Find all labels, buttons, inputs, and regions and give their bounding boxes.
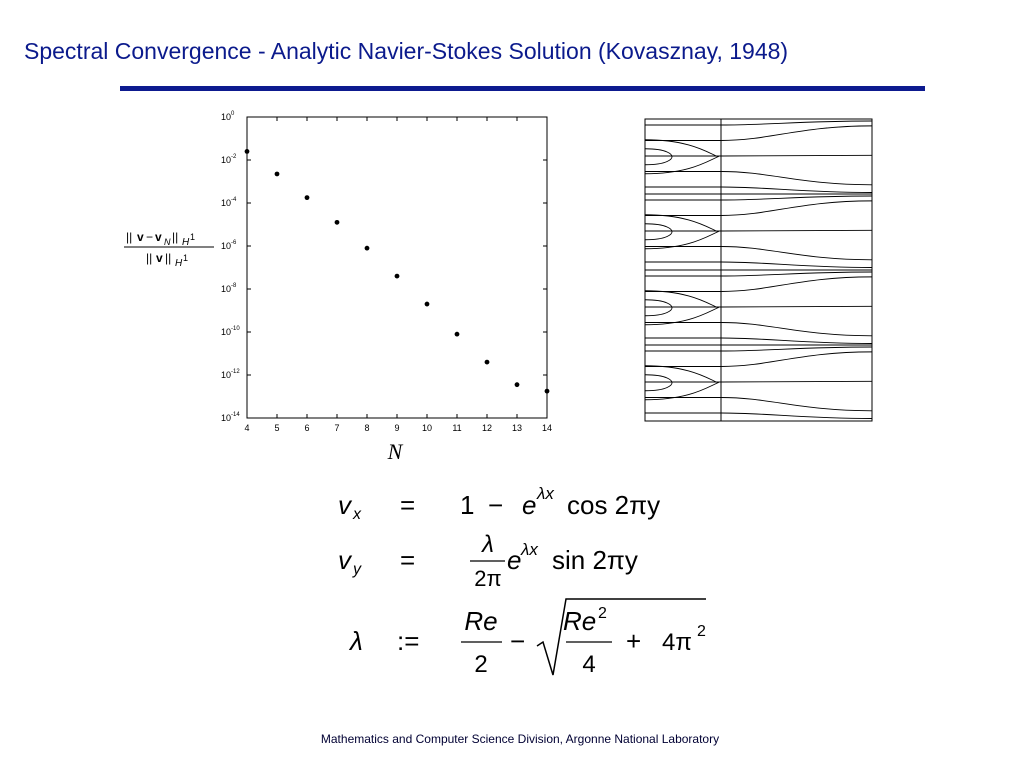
x-tick-label: 11 (452, 423, 462, 433)
ylabel-num-H: H (182, 237, 190, 248)
vy-trig: sin 2πy (552, 545, 638, 575)
ylabel-num-open: || (126, 230, 133, 244)
x-axis-label: N (387, 439, 403, 464)
x-tick-label: 8 (364, 423, 370, 433)
vx-lhs-sub: x (353, 506, 361, 523)
y-tick-label: $10^{-8}$ (221, 283, 237, 294)
root-den: 4 (582, 651, 596, 678)
y-tick-label: $10^0$ (221, 111, 235, 122)
equation-vy (338, 531, 638, 591)
vx-lhs: v (338, 490, 351, 520)
y-tick-label: $10^{-14}$ (221, 412, 240, 423)
ylabel-num-close: || (172, 230, 179, 244)
x-tick-label: 5 (274, 423, 280, 433)
vx-equals: = (400, 490, 416, 520)
ylabel-den-close: || (165, 251, 172, 265)
y-tick-label: $10^{-2}$ (221, 154, 237, 165)
vy-equals: = (400, 545, 416, 575)
equation-lambda (348, 599, 706, 678)
ylabel-num-v: v (137, 230, 144, 244)
vx-trig: cos 2πy (567, 490, 661, 520)
lambda-frac-den: 2 (474, 651, 488, 678)
ylabel-den-v: v (156, 251, 163, 265)
vy-lhs: v (338, 545, 351, 575)
ylabel-den-H-exp: 1 (183, 253, 189, 263)
x-tick-label: 6 (304, 423, 310, 433)
footer: Mathematics and Computer Science Division, Argonne National Laboratory (320, 732, 720, 746)
vy-exp: λx (521, 540, 538, 559)
vy-frac-num: λ (482, 531, 494, 558)
x-tick-label: 9 (394, 423, 400, 433)
y-tick-label: $10^{-10}$ (221, 326, 240, 337)
ylabel-den-open: || (146, 251, 153, 265)
lambda-frac-num: Re (464, 606, 498, 636)
vx-minus: − (488, 490, 504, 520)
equation-vx (338, 484, 660, 523)
x-tick-label: 10 (421, 423, 433, 433)
vy-lhs-sub: y (353, 561, 361, 578)
lambda-lhs: λ (350, 626, 363, 656)
root-tail-exp: 2 (697, 623, 706, 640)
ylabel-den-H: H (175, 258, 183, 269)
lambda-define: := (397, 626, 420, 656)
root-num-exp: 2 (598, 605, 607, 622)
slide-title: Spectral Convergence - Analytic Navier-Stokes Solution (Kovasznay, 1948) (24, 38, 789, 64)
y-tick-label: $10^{-6}$ (221, 240, 237, 251)
x-tick-label: 13 (511, 423, 523, 433)
y-tick-label: $10^{-4}$ (221, 197, 237, 208)
vx-e: e (522, 490, 537, 520)
root-num: Re (563, 606, 597, 636)
ylabel-num-minus: − (146, 230, 154, 244)
root-plus: + (626, 626, 642, 656)
vy-e: e (507, 545, 522, 575)
ylabel-num-N: N (164, 237, 171, 247)
lambda-minus: − (510, 626, 526, 656)
ylabel-num-vN: v (155, 230, 162, 244)
ylabel-num-H-exp: 1 (190, 232, 196, 242)
x-tick-label: 14 (541, 423, 553, 433)
root-tail: 4π (662, 629, 692, 656)
vy-frac-den: 2π (474, 566, 502, 591)
y-tick-label: $10^{-12}$ (221, 369, 240, 380)
vx-one: 1 (460, 490, 475, 520)
x-tick-label: 4 (244, 423, 250, 433)
vx-exp: λx (537, 484, 554, 503)
x-tick-label: 7 (334, 423, 340, 433)
x-tick-label: 12 (481, 423, 493, 433)
